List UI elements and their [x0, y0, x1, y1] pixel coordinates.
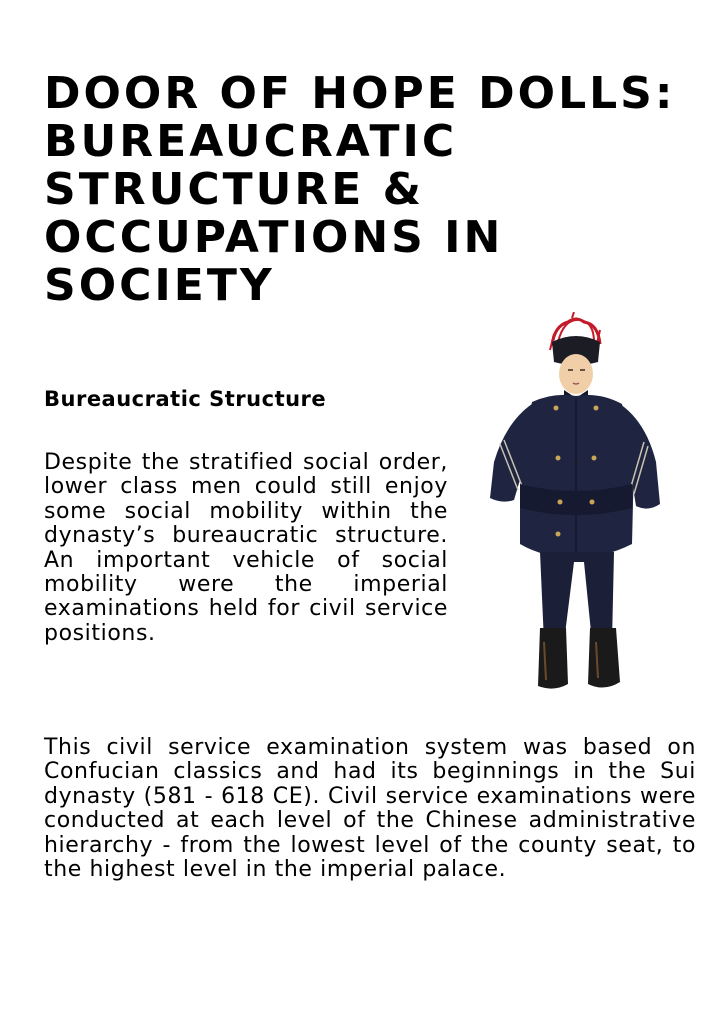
body-paragraph-1: Despite the stratified social order, lower class men could still enjoy some social mobility within the dynasty’s bureaucratic structure. An important vehicle of social mobility were the imperial examinations held for civil service positions. — [44, 450, 448, 646]
official-doll-image — [484, 312, 664, 698]
doll-face — [559, 354, 593, 394]
left-boot — [538, 628, 568, 689]
page-title: DOOR OF HOPE DOLLS: BUREAUCRATIC STRUCTURE & OCCUPATIONS IN SOCIETY — [44, 68, 676, 311]
section-heading: Bureaucratic Structure — [44, 387, 327, 411]
body-paragraph-2: This civil service examination system was based on Confucian classics and had its beginnings in the Sui dynasty (581 - 618 CE). Civil service examinations were conducted at each level of the Chinese administrative hierarchy - from the lowest level of the county seat, to the highest level in the imperial palace. — [44, 735, 696, 883]
right-boot — [588, 628, 620, 688]
